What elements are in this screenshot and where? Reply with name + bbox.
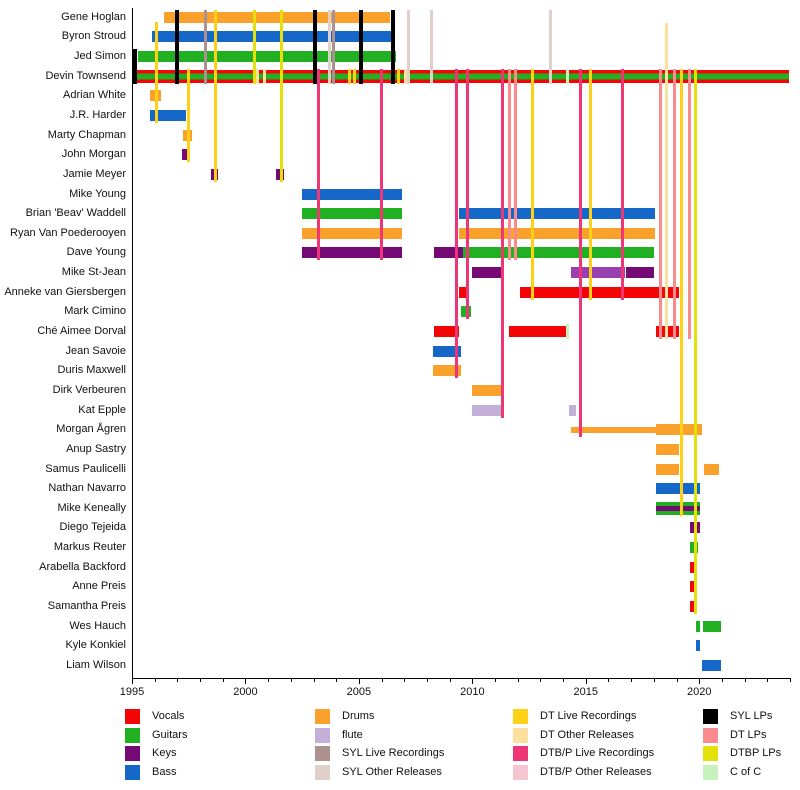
x-axis xyxy=(132,678,790,679)
legend-label: DTBP LPs xyxy=(730,747,782,759)
member-label: Mike Young xyxy=(69,187,126,200)
axis-tick xyxy=(699,678,700,684)
member-bar xyxy=(459,208,655,219)
legend-label: SYL LPs xyxy=(730,710,773,722)
axis-tick xyxy=(563,678,564,682)
axis-tick xyxy=(472,678,473,684)
release-line xyxy=(317,69,320,261)
release-line xyxy=(391,10,395,84)
axis-tick xyxy=(359,678,360,684)
legend-label: SYL Live Recordings xyxy=(342,747,445,759)
axis-tick xyxy=(291,678,292,682)
release-line xyxy=(263,69,266,84)
release-line xyxy=(531,69,534,300)
release-line xyxy=(397,69,400,84)
axis-tick xyxy=(722,678,723,682)
release-line xyxy=(659,69,662,339)
member-label: Diego Tejeida xyxy=(59,521,126,534)
member-label: Kyle Konkiel xyxy=(65,639,126,652)
member-label: Jean Savoie xyxy=(65,344,126,357)
member-label: Anup Sastry xyxy=(66,442,126,455)
member-bar xyxy=(463,247,654,258)
release-line xyxy=(566,324,569,339)
member-label: Ryan Van Poederooyen xyxy=(10,226,126,239)
legend-label: Drums xyxy=(342,710,375,722)
legend-swatch xyxy=(513,728,528,743)
legend-swatch xyxy=(703,765,718,780)
release-line xyxy=(501,69,504,418)
axis-tick xyxy=(427,678,428,682)
release-line xyxy=(380,69,383,261)
axis-tick xyxy=(767,678,768,682)
member-bar xyxy=(472,405,501,416)
member-bar xyxy=(520,287,679,298)
axis-tick xyxy=(631,678,632,682)
legend-label: DT Live Recordings xyxy=(540,710,637,722)
legend-swatch xyxy=(125,746,140,761)
member-label: Mike Keneally xyxy=(57,501,126,514)
axis-tick xyxy=(200,678,201,682)
legend-swatch xyxy=(315,709,330,724)
axis-tick-label: 2005 xyxy=(346,686,372,698)
member-bar xyxy=(704,464,719,475)
axis-tick-label: 2010 xyxy=(460,686,485,698)
member-label: Samus Paulicelli xyxy=(45,462,126,475)
member-label: Ché Aimee Dorval xyxy=(37,325,126,338)
axis-tick xyxy=(268,678,269,682)
axis-tick xyxy=(495,678,496,682)
member-bar xyxy=(164,12,390,23)
member-label: Marty Chapman xyxy=(47,128,126,141)
member-label: Adrian White xyxy=(63,89,126,102)
legend-label: flute xyxy=(342,728,363,741)
member-bar xyxy=(696,640,701,651)
release-line xyxy=(204,10,207,84)
release-line xyxy=(665,23,668,339)
member-label: Anneke van Giersbergen xyxy=(4,285,126,298)
member-label: Devin Townsend xyxy=(45,69,126,82)
member-label: Jamie Meyer xyxy=(63,167,126,180)
axis-tick xyxy=(518,678,519,682)
axis-tick xyxy=(223,678,224,682)
release-line xyxy=(549,10,552,84)
legend-label: Keys xyxy=(152,747,177,759)
axis-tick xyxy=(382,678,383,682)
axis-tick-label: 2020 xyxy=(686,686,712,698)
legend-label: C of C xyxy=(730,765,762,778)
member-bar xyxy=(569,405,576,416)
release-line xyxy=(688,69,691,339)
member-bar xyxy=(656,464,679,475)
release-line xyxy=(348,69,351,84)
axis-tick-label: 2015 xyxy=(573,686,599,698)
axis-tick xyxy=(790,678,791,682)
axis-tick xyxy=(540,678,541,682)
release-line xyxy=(359,10,363,84)
release-line xyxy=(256,69,259,84)
member-label: J.R. Harder xyxy=(69,109,126,121)
axis-tick xyxy=(132,678,133,684)
legend-label: SYL Other Releases xyxy=(342,765,442,778)
legend-label: DT LPs xyxy=(730,728,767,741)
member-bar xyxy=(472,385,501,396)
release-line xyxy=(328,10,331,84)
axis-tick xyxy=(677,678,678,682)
member-label: Dave Young xyxy=(66,246,126,259)
axis-tick xyxy=(177,678,178,682)
member-label: Byron Stroud xyxy=(61,30,126,43)
legend-swatch xyxy=(703,728,718,743)
member-label: Mark Cimino xyxy=(64,305,126,318)
legend-swatch xyxy=(125,728,140,743)
member-label: Brian 'Beav' Waddell xyxy=(25,207,126,220)
release-line xyxy=(579,69,582,438)
legend-swatch xyxy=(315,728,330,743)
member-label: Liam Wilson xyxy=(66,658,126,671)
member-label: Mike St-Jean xyxy=(61,266,126,279)
axis-tick xyxy=(608,678,609,682)
legend-label: DTB/P Live Recordings xyxy=(540,747,655,759)
release-line xyxy=(353,69,356,84)
member-label: Samantha Preis xyxy=(47,600,126,612)
release-line xyxy=(187,69,190,163)
member-label: Markus Reuter xyxy=(53,541,126,554)
axis-tick xyxy=(450,678,451,682)
member-bar xyxy=(434,247,463,258)
release-line xyxy=(155,22,158,123)
release-line xyxy=(455,69,458,379)
release-line xyxy=(680,69,683,516)
axis-tick xyxy=(336,678,337,682)
release-line xyxy=(175,10,179,84)
member-label: Duris Maxwell xyxy=(57,364,126,377)
legend-swatch xyxy=(703,709,718,724)
member-bar xyxy=(459,228,655,239)
member-label: Morgan Ågren xyxy=(56,423,126,436)
legend-swatch xyxy=(513,709,528,724)
release-line xyxy=(466,69,469,320)
legend-swatch xyxy=(513,765,528,780)
axis-tick xyxy=(155,678,156,682)
release-line xyxy=(332,10,335,84)
member-label: John Morgan xyxy=(61,148,126,161)
member-label: Dirk Verbeuren xyxy=(52,383,126,396)
legend-swatch xyxy=(125,709,140,724)
release-line xyxy=(214,10,217,182)
release-line xyxy=(673,69,676,339)
release-line xyxy=(430,10,433,84)
legend-label: Guitars xyxy=(152,728,188,741)
legend-label: Bass xyxy=(152,765,177,778)
member-bar xyxy=(472,267,501,278)
legend-label: DT Other Releases xyxy=(540,728,634,741)
axis-tick-label: 1995 xyxy=(119,686,145,698)
member-label: Jed Simon xyxy=(74,50,126,63)
release-line xyxy=(589,69,592,300)
legend-swatch xyxy=(703,746,718,761)
axis-tick xyxy=(404,678,405,682)
release-line xyxy=(133,49,137,84)
release-line xyxy=(621,69,624,300)
axis-tick xyxy=(745,678,746,682)
legend-swatch xyxy=(513,746,528,761)
member-bar xyxy=(696,621,701,632)
legend-label: DTB/P Other Releases xyxy=(540,765,652,778)
release-line xyxy=(407,10,410,84)
legend-swatch xyxy=(315,765,330,780)
axis-tick xyxy=(654,678,655,682)
member-bar xyxy=(571,427,656,433)
member-bar xyxy=(626,267,654,278)
release-line xyxy=(514,69,517,261)
legend-swatch xyxy=(125,765,140,780)
release-line xyxy=(694,69,697,614)
release-line xyxy=(508,69,511,261)
member-label: Wes Hauch xyxy=(69,619,126,632)
legend-swatch xyxy=(315,746,330,761)
member-label: Kat Epple xyxy=(78,403,126,416)
member-bar xyxy=(459,287,466,298)
axis-tick-label: 2000 xyxy=(233,686,258,698)
release-line xyxy=(280,10,283,182)
legend-label: Vocals xyxy=(152,710,185,722)
axis-tick xyxy=(586,678,587,684)
member-bar xyxy=(656,444,679,455)
member-label: Gene Hoglan xyxy=(61,10,126,23)
release-line xyxy=(566,69,569,84)
member-bar xyxy=(509,326,569,337)
axis-tick xyxy=(245,678,246,684)
member-label: Arabella Backford xyxy=(39,560,126,573)
member-label: Nathan Navarro xyxy=(48,482,126,495)
member-bar xyxy=(702,660,721,671)
axis-tick xyxy=(314,678,315,682)
y-axis xyxy=(132,8,133,678)
member-label: Anne Preis xyxy=(72,580,126,593)
member-bar xyxy=(703,621,721,632)
